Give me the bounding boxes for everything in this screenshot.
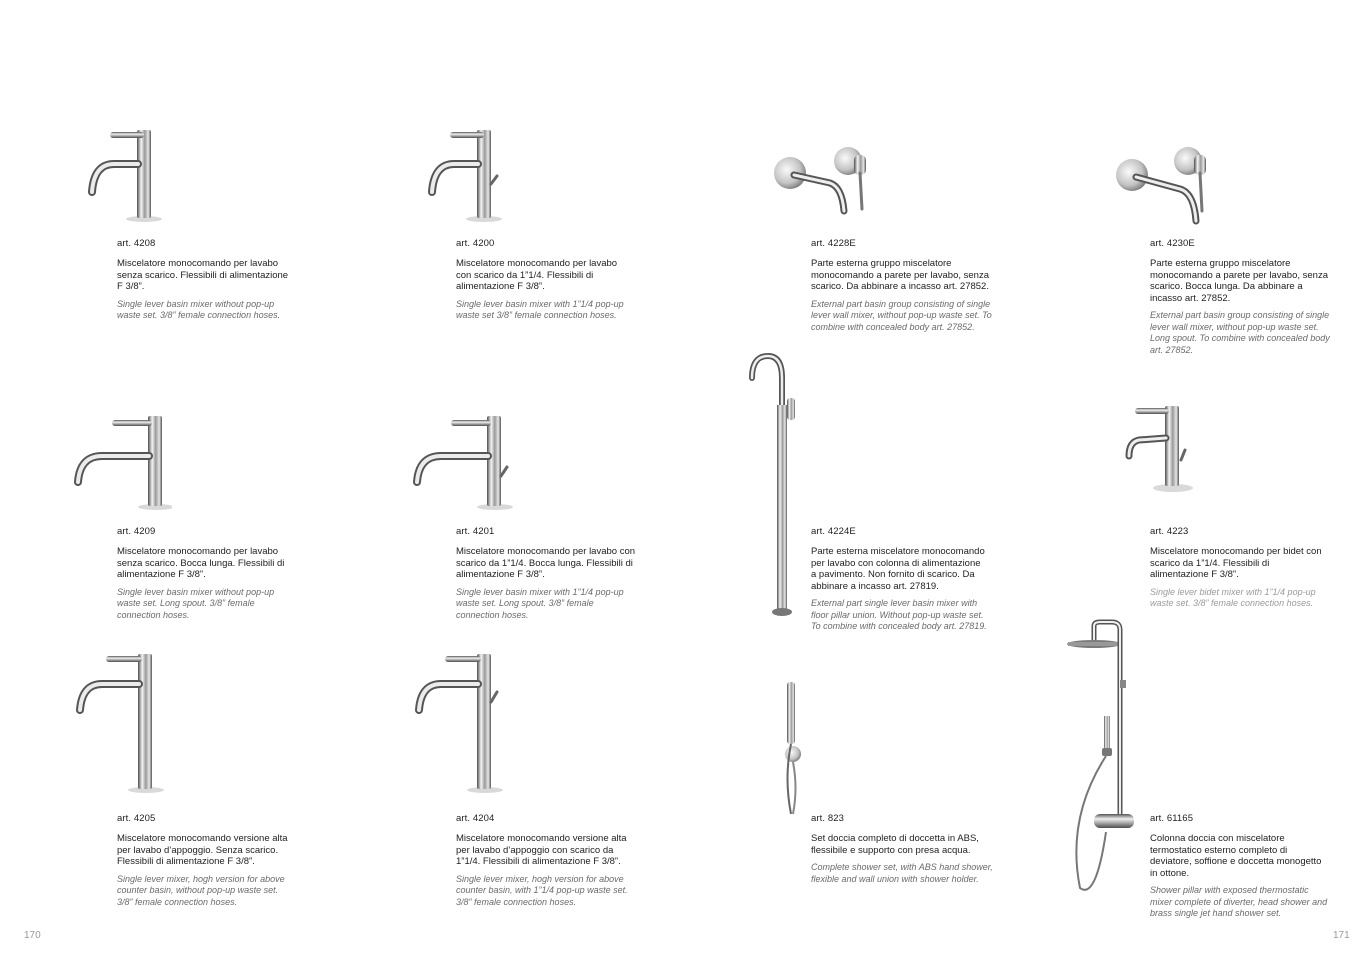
product-4204 (456, 813, 636, 908)
product-4201 (456, 526, 636, 621)
description-english: External part basin group consisting of single lever wall mixer, without pop-up waste set. Long spout. To combine with concealed body art. 27852. (1150, 310, 1330, 355)
product-4228E (811, 238, 993, 333)
basin-mixer-popup-icon (424, 124, 514, 224)
article-number: art. 4205 (117, 813, 156, 824)
page-number-right: 171 (1333, 930, 1350, 941)
bidet-mixer-icon (1115, 400, 1200, 495)
article-number: art. 4200 (456, 238, 495, 249)
article-number: art. 4208 (117, 238, 156, 249)
page-number-left: 170 (24, 930, 41, 941)
description-italian: Parte esterna gruppo miscelatore monocomando a parete per lavabo, senza scarico. Bocca lunga. Da abbinare a incasso art. 27852. (1150, 258, 1328, 304)
description-english: Shower pillar with exposed thermostatic mixer complete of diverter, head shower and brass single jet hand shower set. (1150, 885, 1328, 919)
description-italian: Set doccia completo di doccetta in ABS, flessibile e supporto con presa acqua. (811, 833, 979, 856)
product-4230E (1150, 238, 1330, 356)
article-number: art. 4224E (811, 526, 856, 537)
wall-mixer-icon (770, 145, 880, 215)
product-4208 (117, 238, 295, 322)
description-english: Single lever mixer, hogh version for above counter basin, without pop-up waste set. 3/8” female connection hoses. (117, 873, 285, 907)
description-english: External part basin group consisting of single lever wall mixer, without pop-up waste set. To combine with concealed body art. 27852. (811, 298, 992, 332)
article-number: art. 4209 (117, 526, 156, 537)
basin-mixer-icon (84, 124, 174, 224)
floor-pillar-mixer-icon (742, 350, 802, 620)
description-italian: Miscelatore monocomando versione alta per lavabo d’appoggio. Senza scarico. Flessibili di alimentazione F 3/8”. (117, 833, 288, 868)
product-61165 (1150, 813, 1328, 920)
product-4205 (117, 813, 293, 908)
article-number: art. 4230E (1150, 238, 1195, 249)
article-number: art. 4223 (1150, 526, 1189, 537)
description-italian: Miscelatore monocomando versione alta per lavabo d’appoggio con scarico da 1”1/4. Flessibili di alimentazione F 3/8”. (456, 833, 627, 868)
description-english: Single lever basin mixer without pop-up waste set. 3/8” female connection hoses. (117, 298, 281, 321)
description-italian: Miscelatore monocomando per lavabo senza scarico. Bocca lunga. Flessibili di alimentazione F 3/8”. (117, 546, 285, 581)
product-4224E (811, 526, 987, 633)
basin-mixer-long-icon (72, 412, 172, 512)
description-english: Single lever basin mixer with 1”1/4 pop-up waste set. Long spout. 3/8” female connection hoses. (456, 586, 624, 620)
article-number: art. 823 (811, 813, 845, 824)
description-english: External part single lever basin mixer with floor pillar union. Without pop-up waste set. To combine with concealed body art. 27819. (811, 598, 987, 632)
product-4223 (1150, 526, 1326, 610)
article-number: art. 4228E (811, 238, 856, 249)
shower-column-icon (1066, 618, 1151, 903)
description-italian: Miscelatore monocomando per lavabo senza scarico. Flessibili di alimentazione F 3/8”. (117, 258, 289, 293)
article-number: art. 4204 (456, 813, 495, 824)
description-italian: Parte esterna miscelatore monocomando per lavabo con colonna di alimentazione a pavimento. Non fornito di scarico. Da abbinare a incasso art. 27819. (811, 546, 985, 592)
tall-basin-mixer-popup-icon (415, 650, 510, 795)
hand-shower-set-icon (778, 678, 808, 816)
description-english: Single lever mixer, hogh version for above counter basin, with 1”1/4 pop-up waste set. 3/8” female connection hoses. (456, 873, 628, 907)
article-number: art. 4201 (456, 526, 495, 537)
description-italian: Miscelatore monocomando per lavabo con scarico da 1”1/4. Bocca lunga. Flessibili di alimentazione F 3/8”. (456, 546, 636, 581)
product-4200 (456, 238, 634, 322)
article-number: art. 61165 (1150, 813, 1194, 824)
product-4209 (117, 526, 293, 621)
description-english: Complete shower set, with ABS hand shower, flexible and wall union with shower holder. (811, 862, 993, 884)
description-italian: Miscelatore monocomando per lavabo con scarico da 1”1/4. Flessibili di alimentazione F 3/8”. (456, 258, 618, 293)
product-823 (811, 813, 993, 885)
basin-mixer-long-popup-icon (411, 412, 516, 512)
tall-basin-mixer-icon (76, 650, 166, 795)
description-italian: Parte esterna gruppo miscelatore monocomando a parete per lavabo, senza scarico. Da abbinare a incasso art. 27852. (811, 258, 989, 293)
description-english: Single lever basin mixer with 1”1/4 pop-up waste set 3/8” female connection hoses. (456, 298, 624, 321)
description-italian: Miscelatore monocomando per bidet con scarico da 1”1/4. Flessibili di alimentazione F 3/8”. (1150, 546, 1322, 581)
description-italian: Colonna doccia con miscelatore termostatico esterno completo di deviatore, soffione e doccetta monogetto in ottone. (1150, 833, 1322, 879)
wall-mixer-long-icon (1112, 145, 1222, 225)
description-english: Single lever bidet mixer with 1”1/4 pop-up waste set. 3/8” female connection hoses. (1150, 586, 1316, 609)
description-english: Single lever basin mixer without pop-up waste set. Long spout. 3/8” female connection hoses. (117, 586, 275, 620)
